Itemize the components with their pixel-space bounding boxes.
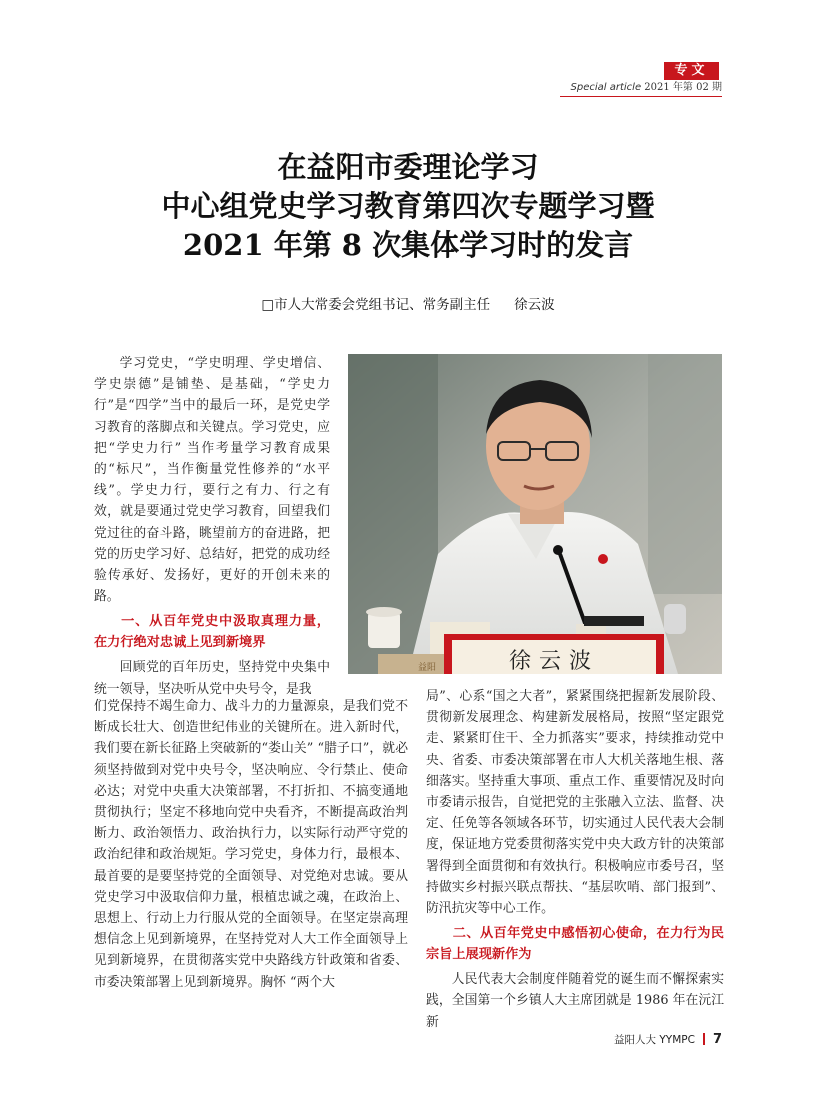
page-footer [560, 1031, 722, 1049]
nameplate-text: 徐云波 [508, 649, 600, 674]
author-name: 徐云波 [514, 297, 555, 313]
section-heading-2: 二、从百年党史中感悟初心使命，在力行为民宗旨上展现新作为 [426, 926, 724, 963]
section-tag: 专文 [664, 62, 719, 80]
section1-paragraph-continued: 们党保持不竭生命力、战斗力的力量源泉，是我们党不断成长壮大、创造世纪伟业的关键所在。进入新时代，我们要在新长征路上突破新的“娄山关” “腊子口”，就必须坚持做到对党中央号令，坚决响应、令行禁止、使命必达；对党中央重大决策部署，不打折扣、不搞变通地贯彻执行；坚定不移地向党中央看齐，不断提高政治判断力、政治领悟力、政治执行力，以实际行动严守党的政治纪律和政治规矩。学习党史，身体力行，最根本、最首要的是要坚持党的全面领导、对党绝对忠诚。要从党史学习中汲取信仰力量，根植忠诚之魂，在政治上、思想上、行动上力行服从党的全面领导。在坚定崇高理想信念上见到新境界，在坚持党对人大工作全面领导上见到新境界，在贯彻落实党中央路线方针政策和省委、市委决策部署上见到新境界。胸怀 “两个大 [94, 699, 408, 990]
column-left-top [94, 353, 330, 700]
column-left-bottom [94, 696, 408, 993]
section-heading-1: 一、从百年党史中汲取真理力量，在力行绝对忠诚上见到新境界 [94, 614, 330, 651]
article-title [100, 148, 716, 265]
section1-paragraph-end: 局”、心系“国之大者”，紧紧围绕把握新发展阶段、贯彻新发展理念、构建新发展格局，按照“坚定跟党走、紧紧盯住干、全力抓落实”要求，持续推动党中央、省委、市委决策部署在市人大机关落地生根、落细落实。坚持重大事项、重点工作、重要情况及时向市委请示报告，自觉把党的主张融入立法、监督、决定、任免等各领域各环节，切实通过人民代表大会制度，保证地方党委贯彻落实党中央大政方针的决策部署得到全面贯彻和有效执行。积极响应市委号召，坚持做实乡村振兴联点帮扶、“基层吹哨、部门报到”、防汛抗灾等中心工作。 [426, 689, 724, 917]
title-line-1: 在益阳市委理论学习 [277, 150, 539, 184]
intro-paragraph: 学习党史，“学史明理、学史增信、学史崇德”是铺垫、是基础，“学史力行”是“四学”当中的最后一环，是党史学习教育的落脚点和关键点。学习党史，应把“学史力行” 当作考量学习教育成果的“标尺”，当作衡量党性修养的“水平线”。学史力行，要行之有力、行之有效，就是要通过党史学习教育，回望我们党过往的奋斗路，眺望前方的奋进路，把党的历史学习好、总结好，把党的成功经验传承好、发扬好，更好的开创未来的路。 [94, 356, 330, 605]
page-number: 7 [712, 1032, 722, 1047]
speaker-photo [348, 354, 722, 674]
column-right [426, 686, 724, 1033]
magazine-name: 益阳人大 [614, 1034, 657, 1046]
header-rule [560, 96, 722, 97]
byline [100, 293, 716, 313]
magazine-abbrev: YYMPC [659, 1034, 695, 1046]
issue-line [560, 81, 722, 95]
title-line-3: 2021 年第 8 次集体学习时的发言 [182, 228, 634, 262]
author-role: □市人大常委会党组书记、常务副主任 [261, 297, 491, 313]
footer-divider [703, 1033, 705, 1045]
title-line-2: 中心组党史学习教育第四次专题学习暨 [161, 189, 655, 223]
section1-paragraph-start: 回顾党的百年历史，坚持党中央集中统一领导，坚决听从党中央号令，是我 [94, 660, 330, 697]
section-subtitle-en: Special article [570, 82, 642, 93]
section2-paragraph: 人民代表大会制度伴随着党的诞生而不懈探索实践，全国第一个乡镇人大主席团就是 1986 年在沅江新 [426, 972, 724, 1030]
cup-label: 益阳 [418, 663, 437, 673]
issue-number: 2021 年第 02 期 [644, 82, 722, 93]
